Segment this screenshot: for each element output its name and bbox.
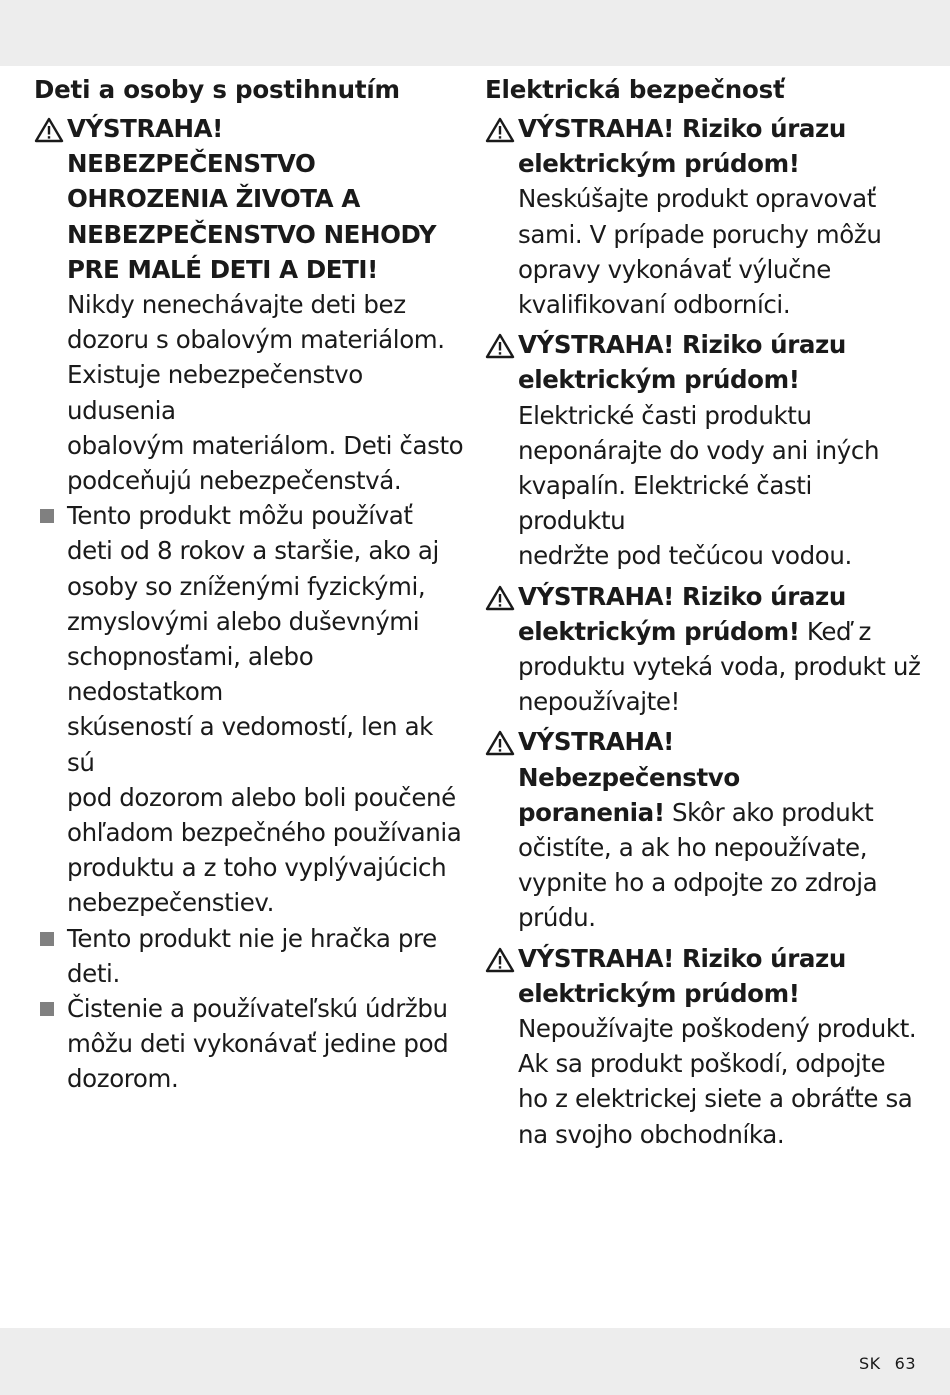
bullet-line: produktu a z toho vyplývajúcich xyxy=(67,853,447,883)
section-heading-children: Deti a osoby s postihnutím xyxy=(34,75,400,104)
warning-triangle-icon xyxy=(485,730,515,756)
bullet-line: schopnosťami, alebo nedostatkom xyxy=(67,642,314,707)
warning-body-line: prúdu. xyxy=(518,903,596,933)
bullet-line: ohľadom bezpečného používania xyxy=(67,818,462,848)
warning-child-danger xyxy=(34,111,464,498)
bullet-line: môžu deti vykonávať jedine pod xyxy=(67,1029,449,1059)
warning-body-line: na svojho obchodníka. xyxy=(518,1119,785,1149)
warning-body-fragment: Skôr ako produkt xyxy=(664,797,874,827)
warning-body-line: Ak sa produkt poškodí, odpojte xyxy=(518,1049,886,1079)
language-code: SK xyxy=(858,1354,881,1373)
top-margin-band xyxy=(0,0,950,66)
warning-body-line: vypnite ho a odpojte zo zdroja xyxy=(518,868,878,898)
warning-title-line: Nebezpečenstvo xyxy=(518,762,740,792)
warning-triangle-icon xyxy=(485,117,515,143)
bullet-item-age-supervision xyxy=(34,498,464,920)
warning-triangle-icon xyxy=(485,947,515,973)
bullet-line: zmyslovými alebo duševnými xyxy=(67,606,420,636)
warning-title-line: NEBEZPEČENSTVO NEHODY xyxy=(67,219,437,249)
warning-body-line: očistíte, a ak ho nepoužívate, xyxy=(518,833,868,863)
warning-leaking-water xyxy=(485,579,925,720)
warning-body-line: dozoru s obalovým materiálom. xyxy=(67,325,445,355)
warning-title-line: VÝSTRAHA! Riziko úrazu xyxy=(518,330,846,360)
warning-body-line: podceňujú nebezpečenstvá. xyxy=(67,466,402,496)
warning-title-line: elektrickým prúdom! xyxy=(518,365,800,395)
warning-injury-cleaning xyxy=(485,724,925,935)
warning-body-line: produktu vyteká voda, produkt už xyxy=(518,652,921,682)
left-column xyxy=(34,72,464,1097)
warning-body-line: ho z elektrickej siete a obráťte sa xyxy=(518,1084,913,1114)
bullet-line: deti od 8 rokov a staršie, ako aj xyxy=(67,536,439,566)
warning-damaged-product xyxy=(485,941,925,1152)
bullet-line: Tento produkt nie je hračka pre xyxy=(67,923,437,953)
warning-title-line: VÝSTRAHA! Riziko úrazu xyxy=(518,581,846,611)
bullet-line: Čistenie a používateľskú údržbu xyxy=(67,994,448,1024)
bullet-line: dozorom. xyxy=(67,1064,179,1094)
warning-title-line: VÝSTRAHA! xyxy=(67,114,223,143)
warning-title-line: OHROZENIA ŽIVOTA A xyxy=(67,184,360,214)
right-column xyxy=(485,72,925,1152)
warning-body-line: nepoužívajte! xyxy=(518,687,680,717)
warning-title-line: elektrickým prúdom! xyxy=(518,978,800,1008)
bullet-line: Tento produkt môžu používať xyxy=(67,501,413,531)
warning-no-water xyxy=(485,327,925,573)
bullet-square-icon xyxy=(40,932,54,946)
warning-body-line: Nepoužívajte poškodený produkt. xyxy=(518,1014,917,1044)
warning-body-line: kvapalín. Elektrické časti produktu xyxy=(518,471,812,536)
warning-mixed-line xyxy=(518,614,925,649)
bottom-margin-band xyxy=(0,1328,950,1395)
bullet-line: nebezpečenstiev. xyxy=(67,888,275,918)
warning-mixed-line xyxy=(518,795,925,830)
bullet-item-cleaning xyxy=(34,991,464,1097)
warning-triangle-icon xyxy=(34,117,64,143)
warning-title-line: VÝSTRAHA! Riziko úrazu xyxy=(518,114,846,143)
bullet-line: deti. xyxy=(67,958,120,988)
warning-body-line: kvalifikovaní odborníci. xyxy=(518,290,791,320)
warning-body-line: nedržte pod tečúcou vodou. xyxy=(518,541,852,571)
warning-no-repair xyxy=(485,111,925,322)
warning-triangle-icon xyxy=(485,585,515,611)
bullet-square-icon xyxy=(40,509,54,523)
section-heading-electrical: Elektrická bezpečnosť xyxy=(485,75,785,104)
warning-title-line: VÝSTRAHA! xyxy=(518,727,674,757)
page-footer xyxy=(845,1354,916,1373)
warning-body-line: Nikdy nenechávajte deti bez xyxy=(67,290,406,320)
warning-body-line: obalovým materiálom. Deti často xyxy=(67,430,464,460)
warning-body-line: Existuje nebezpečenstvo udusenia xyxy=(67,360,363,425)
warning-title-line: NEBEZPEČENSTVO xyxy=(67,149,316,179)
bullet-line: pod dozorom alebo boli poučené xyxy=(67,782,456,812)
page-number: 63 xyxy=(894,1354,916,1373)
warning-title-line: elektrickým prúdom! xyxy=(518,149,800,179)
bullet-item-not-a-toy xyxy=(34,921,464,991)
warning-title-fragment: elektrickým prúdom! xyxy=(518,616,800,646)
bullet-line: osoby so zníženými fyzickými, xyxy=(67,571,426,601)
bullet-square-icon xyxy=(40,1002,54,1016)
warning-body-line: opravy vykonávať výlučne xyxy=(518,254,831,284)
warning-body-fragment: Keď z xyxy=(799,616,872,646)
warning-body-line: neponárajte do vody ani iných xyxy=(518,435,880,465)
warning-title-line: PRE MALÉ DETI A DETI! xyxy=(67,254,378,284)
warning-title-fragment: poranenia! xyxy=(518,797,665,827)
bullet-line: skúseností a vedomostí, len ak sú xyxy=(67,712,433,777)
warning-body-line: Neskúšajte produkt opravovať xyxy=(518,184,876,214)
warning-triangle-icon xyxy=(485,333,515,359)
warning-body-line: Elektrické časti produktu xyxy=(518,400,812,430)
warning-body-line: sami. V prípade poruchy môžu xyxy=(518,219,882,249)
warning-title-line: VÝSTRAHA! Riziko úrazu xyxy=(518,943,846,973)
